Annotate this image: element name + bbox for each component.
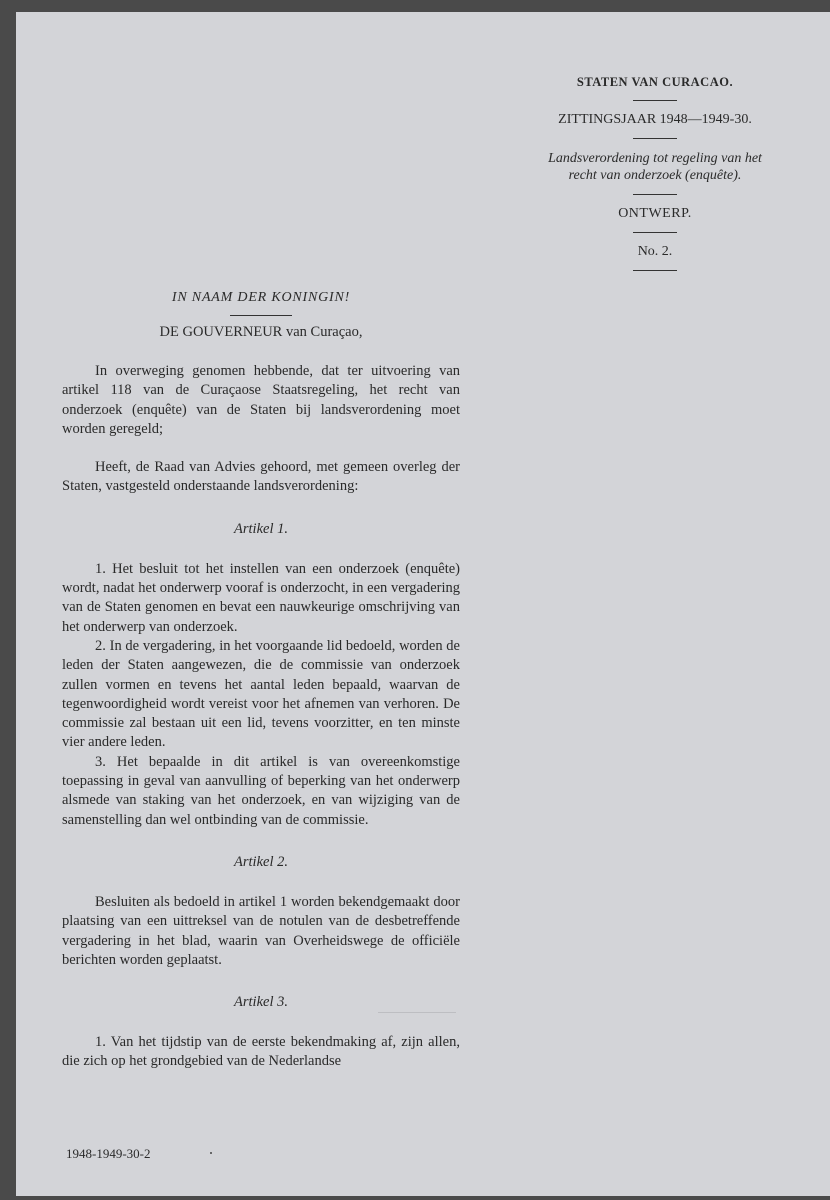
document-header (500, 75, 810, 282)
header-rule (633, 232, 677, 233)
artikel-1-lid-3: 3. Het bepaalde in dit artikel is van overeenkomstige toepassing in geval van aanvulling of beperking van het onderwerp alsmede van staking van het onderzoek, en van wijziging van de samenstelling dan wel ontbinding van de commissie. (62, 753, 460, 828)
document-body (62, 290, 460, 1072)
header-rule (633, 138, 677, 139)
document-number: No. 2. (637, 244, 673, 259)
landsverordening-line-2: recht van onderzoek (enquête). (568, 168, 742, 183)
header-rule (633, 194, 677, 195)
artikel-2-paragraph: Besluiten als bedoeld in artikel 1 worden bekendgemaakt door plaatsing van een uittreksel van de notulen van de desbetreffende vergadering in het blad, waarin van Overheidswege de officiële berichten worden geplaatst. (62, 893, 460, 968)
in-naam-heading: IN NAAM DER KONINGIN! (171, 290, 351, 305)
artikel-1-lid-1: 1. Het besluit tot het instellen van een onderzoek (enquête) wordt, nadat het onderwerp vooraf is onderzocht, in een vergadering van de Staten genomen en bevat een nauwkeurige omschrijving van het onderwerp van onderzoek. (62, 560, 460, 635)
header-rule (633, 270, 677, 271)
paper-speck (210, 1152, 212, 1154)
artikel-1-title: Artikel 1. (234, 520, 288, 537)
ontwerp-label: ONTWERP. (618, 206, 692, 221)
overweging-paragraph: In overweging genomen hebbende, dat ter uitvoering van artikel 118 van de Curaçaose Staatsregeling, het recht van onderzoek (enquête) van de Staten bij landsverordening moet worden geregeld; (62, 363, 460, 437)
artikel-2-title: Artikel 2. (234, 853, 288, 870)
artikel-3-title: Artikel 3. (234, 994, 288, 1011)
landsverordening-title (500, 150, 810, 184)
footer-code: 1948-1949-30-2 (66, 1146, 151, 1161)
header-rule (633, 100, 677, 101)
staten-title: STATEN VAN CURACAO. (576, 75, 734, 89)
artikel-1-lid-2: 2. In de vergadering, in het voorgaande lid bedoeld, worden de leden der Staten aangewezen, die de commissie van onderzoek zullen vormen en tevens het aantal leden bepaald, waarvan de tegenwoordigheid wordt vereist voor het afnemen van verhoren. De commissie zal bestaan uit een lid, tevens voorzitter, en ten minste vier andere leden. (62, 637, 460, 751)
body-rule (230, 315, 292, 316)
gouverneur-heading: DE GOUVERNEUR van Curaçao, (159, 324, 363, 340)
zittingsjaar: ZITTINGSJAAR 1948—1949-30. (558, 112, 752, 127)
artikel-3-lid-1: 1. Van het tijdstip van de eerste bekendmaking af, zijn allen, die zich op het grondgebied van de Nederlandse (62, 1034, 460, 1070)
landsverordening-line-1: Landsverordening tot regeling van het (548, 151, 762, 166)
paper-mark (378, 1012, 456, 1013)
heeft-paragraph: Heeft, de Raad van Advies gehoord, met gemeen overleg der Staten, vastgesteld onderstaande landsverordening: (62, 459, 460, 495)
